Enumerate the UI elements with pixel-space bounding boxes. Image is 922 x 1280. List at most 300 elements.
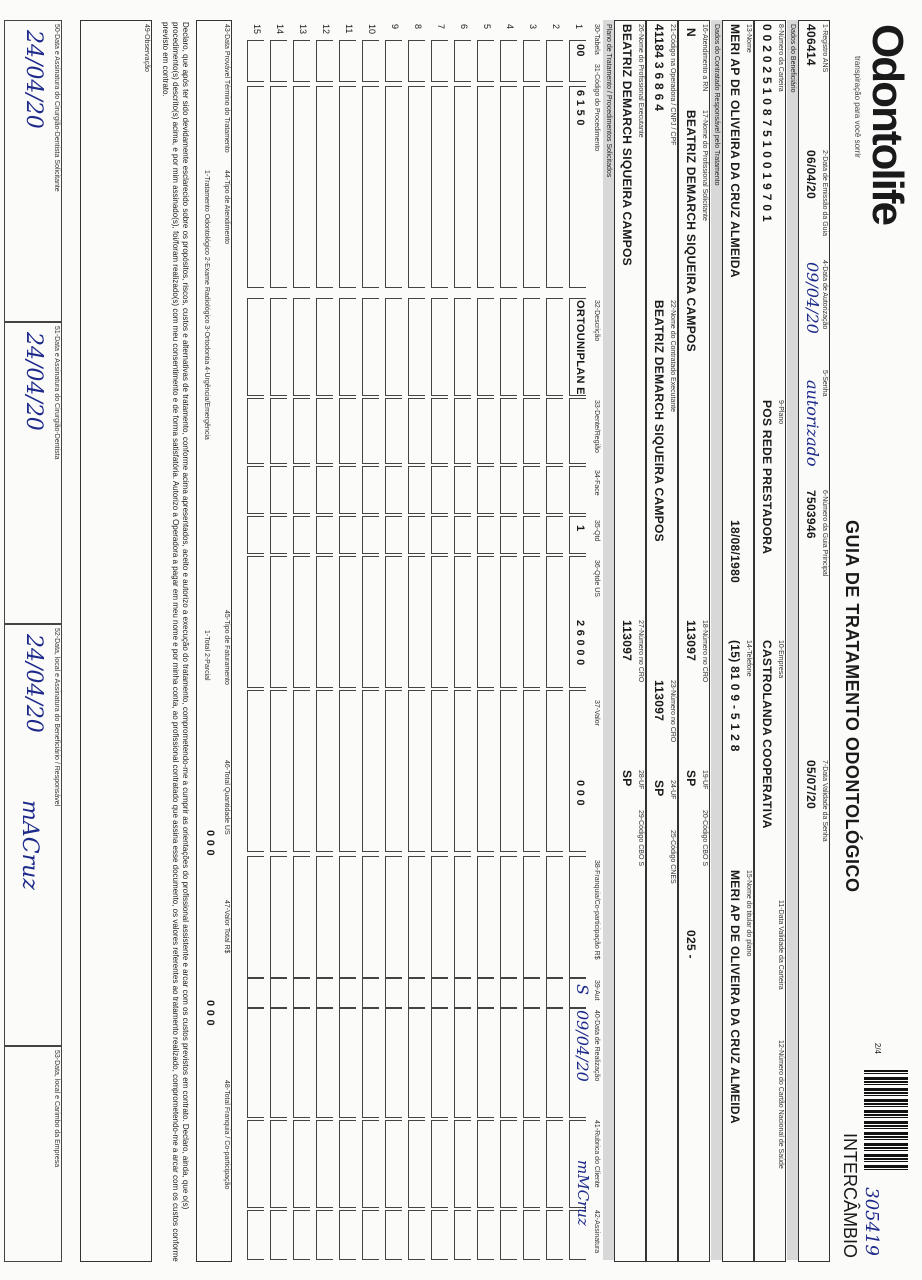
row-cell <box>316 398 333 464</box>
row-cell <box>500 86 517 288</box>
row-cell <box>339 556 356 688</box>
uf-prof-label: 28-UF <box>637 770 644 790</box>
col-qtd: 35-Qtd <box>593 520 600 542</box>
contratado-executante-value: BEATRIZ DEMARCH SIQUEIRA CAMPOS <box>652 300 666 542</box>
row-cell <box>316 516 333 554</box>
row-cell <box>339 516 356 554</box>
sig3-label: 52-Data, local e Assinatura do Beneficiário / Responsável <box>53 628 60 807</box>
row-cell <box>477 690 494 852</box>
row-cell <box>385 86 402 288</box>
row-cell <box>293 690 310 852</box>
row-number: 12 <box>321 24 331 35</box>
table-row <box>521 20 544 1260</box>
row-cell <box>270 556 287 688</box>
row-cell <box>523 466 540 514</box>
prof-executante-value: BEATRIZ DEMARCH SIQUEIRA CAMPOS <box>620 24 634 266</box>
cro-solicitante-label: 18-Número no CRO <box>701 620 708 683</box>
empresa-label: 10-Empresa <box>777 640 784 679</box>
row1-valor: 0 0 0 <box>574 780 586 806</box>
row-cell <box>339 466 356 514</box>
row1-tabela: 00 <box>574 44 586 57</box>
titular-label: 15-Nome do titular do plano <box>745 870 752 957</box>
row-cell <box>431 40 448 82</box>
row-cell <box>431 86 448 288</box>
table-row <box>429 20 452 1260</box>
row-cell <box>270 856 287 978</box>
row-cell <box>454 298 471 396</box>
row-cell <box>362 1120 379 1208</box>
table-row <box>291 20 314 1260</box>
row-number: 8 <box>413 24 423 30</box>
valor-total-value: 0 0 0 <box>204 1000 216 1026</box>
row-cell <box>477 556 494 688</box>
row-cell <box>316 298 333 396</box>
telefone-value: (15) 81 0 9 - 5 1 2 8 <box>728 640 742 752</box>
row1-data: 09/04/20 <box>573 1010 592 1082</box>
row-cell <box>293 1210 310 1260</box>
uf-solicitante-value: SP <box>684 770 698 787</box>
row-cell <box>477 86 494 288</box>
sig3-name: mACruz <box>17 800 42 890</box>
row-cell <box>431 298 448 396</box>
row-cell <box>477 398 494 464</box>
row-cell <box>385 1120 402 1208</box>
tipo-faturamento-label: 45-Tipo de Faturamento <box>223 610 230 685</box>
row-cell <box>546 556 563 688</box>
row-cell <box>339 856 356 978</box>
row-cell <box>408 556 425 688</box>
row-cell <box>247 86 264 288</box>
row-executor <box>646 20 678 1262</box>
row-cell <box>408 516 425 554</box>
tipo-faturamento-options: 1-Total 2-Parcial <box>203 630 210 681</box>
solicitante-value: BEATRIZ DEMARCH SIQUEIRA CAMPOS <box>684 110 698 352</box>
cbo-solicitante-value: 025 - <box>684 930 698 959</box>
row-cell <box>546 298 563 396</box>
row-cell <box>431 556 448 688</box>
row-cell <box>500 1008 517 1118</box>
row-cell <box>408 398 425 464</box>
codigo-operadora-label: 21-Código na Operadora / CNPJ / CPF <box>669 24 676 146</box>
page-title: GUIA DE TRATAMENTO ODONTOLÓGICO <box>842 520 862 893</box>
row-cell <box>362 856 379 978</box>
row-cell <box>477 40 494 82</box>
uf-prof-value: SP <box>620 770 634 787</box>
col-assinatura: 42-Assinatura <box>593 1210 600 1254</box>
row-cell <box>500 398 517 464</box>
senha-value: autorizado <box>803 380 822 467</box>
row-cell <box>477 298 494 396</box>
validade-carteira-label: 11-Data Validade da Carteira <box>777 900 784 990</box>
carteira-label: 8-Número da Carteira <box>777 24 784 92</box>
row-cell <box>408 856 425 978</box>
titular-value: MERI AP DE OLIVEIRA DA CRUZ ALMEIDA <box>728 870 742 1124</box>
row-cell <box>385 466 402 514</box>
row-cell <box>385 690 402 852</box>
row1-aut: S <box>573 984 592 995</box>
row-cell <box>546 86 563 288</box>
empresa-value: CASTROLANDA COOPERATIVA <box>760 640 774 829</box>
intercambio-label: INTERCÂMBIO <box>840 1132 860 1258</box>
total-us-label: 46-Total Quantidade US <box>223 760 230 835</box>
row-cell <box>293 298 310 396</box>
row-cell <box>385 398 402 464</box>
table-row <box>314 20 337 1260</box>
table-row <box>383 20 406 1260</box>
registro-ans-label: 1-Registro ANS <box>821 24 828 73</box>
row-cell <box>385 1210 402 1260</box>
row1-qtd: 1 <box>574 525 586 532</box>
row-number: 7 <box>436 24 446 30</box>
row1-rubrica: mMCruz <box>574 1160 592 1226</box>
row-number: 13 <box>298 24 308 35</box>
row-cell <box>339 1120 356 1208</box>
row-cell <box>316 690 333 852</box>
row-cell <box>270 690 287 852</box>
row-number: 15 <box>252 24 262 35</box>
row-cell <box>362 298 379 396</box>
row-cell <box>247 978 264 1008</box>
row-cell <box>431 398 448 464</box>
cro-solicitante-value: 113097 <box>684 620 698 662</box>
row-cell <box>362 978 379 1008</box>
row-cell <box>247 1120 264 1208</box>
row-number: 4 <box>505 24 515 30</box>
col-aut: 39-Aut <box>593 980 600 1001</box>
declaration-text: Declaro, que após ter sido devidamente esclarecido sobre os propósitos, riscos, custos e alternativas de tratamento, conforme acima apresentados, aceito e autorizo a execução do tratamento, comprometendo-me a cumprir as orientações do profissional assistente e arcar com os custos previstos em contrato. Declaro, ainda, que o(s) procedimento(s) descrito(s) acima, e por mim assinado(s), foi/foram realizado(s) com meu consentimento e de forma satisfatória. Autorizo a Operadora a pagar em meu nome e por minha conta, ao profissional contratado que assina esse documento, os valores referentes ao tratamento realizado, comprometendo-me a arcar com os custos conforme previsto em contrato. <box>161 22 190 1262</box>
row-cell <box>477 1120 494 1208</box>
row-number: 2 <box>551 24 561 30</box>
row-cell <box>546 1120 563 1208</box>
row-cell <box>408 298 425 396</box>
row-cell <box>270 298 287 396</box>
row-cell <box>546 40 563 82</box>
row-cell <box>247 40 264 82</box>
row-cell <box>523 1210 540 1260</box>
row-cell <box>454 516 471 554</box>
row-cell <box>569 516 586 554</box>
row-cell <box>477 856 494 978</box>
telefone-label: 14-Telefone <box>745 640 752 677</box>
col-franquia: 38-Franquia/Co-participação R$ <box>593 860 600 960</box>
row-cell <box>385 856 402 978</box>
table-row <box>406 20 429 1260</box>
row-cell <box>270 1210 287 1260</box>
sig1-label: 50-Data e Assinatura do Cirurgião-Dentista Solicitante <box>53 24 60 192</box>
table-row <box>498 20 521 1260</box>
sig3-date: 24/04/20 <box>21 634 46 733</box>
row-cell <box>247 556 264 688</box>
valor-total-label: 47-Valor Total R$ <box>223 900 230 954</box>
page-reference: 2/4 <box>873 1042 882 1054</box>
row-cell <box>270 398 287 464</box>
row-cell <box>523 556 540 688</box>
row-cell <box>454 466 471 514</box>
row-cell <box>385 40 402 82</box>
row-cell <box>454 1210 471 1260</box>
row-cell <box>500 1210 517 1260</box>
row-cell <box>454 1008 471 1118</box>
row-cell <box>500 466 517 514</box>
row-cell <box>247 466 264 514</box>
row-cell <box>454 690 471 852</box>
row-cell <box>316 1120 333 1208</box>
row-number: 3 <box>528 24 538 30</box>
row-cell <box>339 398 356 464</box>
row-cell <box>339 690 356 852</box>
table-row <box>337 20 360 1260</box>
row-number: 9 <box>390 24 400 30</box>
row-cell <box>316 466 333 514</box>
row-cell <box>247 1008 264 1118</box>
row-cell <box>408 1008 425 1118</box>
row-cell <box>500 1120 517 1208</box>
row-cell <box>293 978 310 1008</box>
row-cell <box>408 1120 425 1208</box>
senha-label: 5-Senha <box>821 370 828 397</box>
table-row <box>452 20 475 1260</box>
row-cell <box>500 978 517 1008</box>
uf-executante-value: SP <box>652 780 666 797</box>
row-cell <box>247 690 264 852</box>
brand-logo: Odontolife <box>863 24 912 224</box>
row-cell <box>431 1008 448 1118</box>
row-cell <box>316 1210 333 1260</box>
row-cell <box>454 86 471 288</box>
row-cell <box>431 1210 448 1260</box>
guia-principal-value: 7503946 <box>804 490 818 539</box>
row-cell <box>454 556 471 688</box>
sig2-label: 51-Data e Assinatura do Cirurgião-Dentista <box>53 326 60 460</box>
row-cell <box>316 556 333 688</box>
contratado-executante-label: 22-Nome do Contratado Executante <box>669 300 676 413</box>
validade-senha-value: 05/07/20 <box>804 760 818 810</box>
data-autorizacao-label: 4-Data de Autorização <box>821 260 828 330</box>
row-cell <box>316 86 333 288</box>
row-cell <box>247 516 264 554</box>
cro-executante-label: 23-Número no CRO <box>669 680 676 743</box>
cnes-label: 25-Código CNES <box>669 830 676 884</box>
cro-prof-value: 113097 <box>620 620 634 662</box>
beneficiary-section: Dados do Beneficiário <box>787 20 798 1260</box>
row-cell <box>339 86 356 288</box>
col-codigo: 31-Código do Procedimento <box>593 64 600 152</box>
row-number: 14 <box>275 24 285 35</box>
table-row <box>360 20 383 1260</box>
plano-label: 9-Plano <box>777 400 784 425</box>
row-cell <box>293 556 310 688</box>
row-cell <box>477 466 494 514</box>
nome-label: 13-Nome <box>745 24 752 53</box>
row1-qtde-us: 2 6 0 0 0 <box>574 620 586 666</box>
plano-value: POS REDE PRESTADORA <box>760 400 774 555</box>
termino-label: 43-Data Provável Término do Tratamento <box>223 24 230 153</box>
contractor-section: Dados do Contratado Responsável pelo Tratamento <box>711 20 722 1260</box>
barcode-icon <box>864 1070 908 1170</box>
col-valor: 37-Valor <box>593 700 600 726</box>
row-cell <box>385 556 402 688</box>
col-data: 40-Data de Realização <box>593 1010 600 1082</box>
total-us-value: 0 0 0 <box>204 830 216 856</box>
row-cell <box>362 1008 379 1118</box>
row1-codigo: 6 1 5 0 <box>574 90 586 126</box>
col-qtde-us: 36-Qtde US <box>593 560 600 597</box>
row-number: 6 <box>459 24 469 30</box>
row-cell <box>569 690 586 852</box>
row-cell <box>385 1008 402 1118</box>
row-cell <box>362 40 379 82</box>
col-rubrica: 41-Rubrica do Cliente <box>593 1120 600 1188</box>
prof-executante-label: 26-Nome do Profissional Executante <box>637 24 644 138</box>
row-cell <box>546 516 563 554</box>
row-cell <box>523 1008 540 1118</box>
row-cell <box>431 978 448 1008</box>
row-cell <box>454 40 471 82</box>
nome-value: MERI AP DE OLIVEIRA DA CRUZ ALMEIDA <box>728 24 742 278</box>
row-cell <box>569 398 586 464</box>
sig4-label: 53-Data, local e Carimbo da Empresa <box>53 1050 60 1168</box>
rn-value: N <box>684 28 698 37</box>
cbo-solicitante-label: 20-Código CBO S <box>701 810 708 867</box>
col-face: 34-Face <box>593 470 600 496</box>
row-cell <box>523 1120 540 1208</box>
table-row <box>268 20 291 1260</box>
row-cell <box>523 40 540 82</box>
row-cell <box>362 516 379 554</box>
row-cell <box>546 978 563 1008</box>
row-cell <box>293 398 310 464</box>
row-cell <box>385 516 402 554</box>
franquia-total-label: 48-Total Franquia / Co-participação <box>223 1080 230 1190</box>
row-cell <box>339 40 356 82</box>
data-autorizacao-value: 09/04/20 <box>803 262 822 334</box>
row-cell <box>270 1008 287 1118</box>
row-cell <box>362 690 379 852</box>
nascimento-value: 18/08/1980 <box>728 520 742 584</box>
row-cell <box>546 1008 563 1118</box>
row1-descricao: ORTOUNIPLAN E <box>574 300 586 395</box>
row-cell <box>247 1210 264 1260</box>
row-cell <box>293 856 310 978</box>
brand-tagline: transpiração para você sorrir <box>853 56 862 158</box>
row-cell <box>362 1210 379 1260</box>
row-cell <box>339 1210 356 1260</box>
row-cell <box>546 856 563 978</box>
row-cell <box>523 856 540 978</box>
row-number: 1 <box>574 24 584 30</box>
row-cell <box>546 690 563 852</box>
codigo-operadora-value: 41184 3 6 8 6 4 <box>652 24 666 112</box>
row-cell <box>477 516 494 554</box>
row-cell <box>523 298 540 396</box>
row-cell <box>431 1120 448 1208</box>
cns-label: 12-Número do Cartão Nacional de Saúde <box>777 1040 784 1169</box>
row-cell <box>569 466 586 514</box>
tipo-atendimento-options: 1-Tratamento Odontológico 2-Exame Radiológico 3-Ortodontia 4-Urgência/Emergência <box>203 170 210 440</box>
carteira-value: 0 0 2 0 2 5 1 0 8 7 5 1 0 0 1 9 7 0 1 <box>760 24 774 222</box>
row-cell <box>293 86 310 288</box>
ticket-number: 305419 <box>861 1187 882 1256</box>
row-cell <box>408 86 425 288</box>
row-cell <box>431 856 448 978</box>
row-cell <box>408 978 425 1008</box>
row-cell <box>500 40 517 82</box>
row-cell <box>408 1210 425 1260</box>
observation-box <box>80 20 152 1262</box>
row-cell <box>316 856 333 978</box>
row-cell <box>408 466 425 514</box>
row-cell <box>477 1008 494 1118</box>
row-cell <box>316 1008 333 1118</box>
procedures-section: Plano de Tratamento / Procedimentos Solicitados <box>603 20 614 1260</box>
row-cell <box>293 1008 310 1118</box>
col-dente: 33-Dente/Região <box>593 400 600 453</box>
row-cell <box>569 856 586 978</box>
row-cell <box>500 298 517 396</box>
table-row <box>544 20 567 1260</box>
row-cell <box>293 466 310 514</box>
row-cell <box>247 298 264 396</box>
validade-senha-label: 7-Data Validade da Senha <box>821 760 828 842</box>
row-cell <box>431 690 448 852</box>
row-cell <box>454 856 471 978</box>
data-emissao-value: 06/04/20 <box>804 150 818 200</box>
row-number: 5 <box>482 24 492 30</box>
row-cell <box>454 398 471 464</box>
row-cell <box>362 466 379 514</box>
row-cell <box>523 690 540 852</box>
cro-prof-label: 27-Número no CRO <box>637 620 644 683</box>
cro-executante-value: 113097 <box>652 680 666 722</box>
row-cell <box>316 978 333 1008</box>
row-cell <box>270 466 287 514</box>
row-cell <box>247 398 264 464</box>
row-cell <box>339 978 356 1008</box>
cbo-executante-label: 29-Código CBO S <box>637 810 644 867</box>
row-cell <box>477 978 494 1008</box>
row-cell <box>500 856 517 978</box>
registro-ans-value: 406414 <box>804 24 818 66</box>
row-cell <box>431 466 448 514</box>
row-cell <box>523 86 540 288</box>
observacao-label: 49-Observação <box>143 24 150 72</box>
row-cell <box>385 298 402 396</box>
row-number: 10 <box>367 24 377 35</box>
uf-solicitante-label: 19-UF <box>701 770 708 790</box>
sig2-date: 24/04/20 <box>21 332 46 431</box>
row-cell <box>546 398 563 464</box>
row-cell <box>293 40 310 82</box>
row-cell <box>385 978 402 1008</box>
row-cell <box>431 516 448 554</box>
row-cell <box>454 1120 471 1208</box>
row-cell <box>316 40 333 82</box>
row-cell <box>362 86 379 288</box>
uf-executante-label: 24-UF <box>669 780 676 800</box>
row-cell <box>362 398 379 464</box>
row-cell <box>270 40 287 82</box>
sig1-date: 24/04/20 <box>21 30 46 129</box>
row-cell <box>270 86 287 288</box>
row-cell <box>500 556 517 688</box>
row-cell <box>500 690 517 852</box>
tipo-atendimento-label: 44-Tipo de Atendimento <box>223 170 230 245</box>
row-cell <box>270 516 287 554</box>
row-cell <box>500 516 517 554</box>
row-cell <box>546 466 563 514</box>
col-tabela: 30-Tabela <box>593 24 600 55</box>
row-cell <box>362 556 379 688</box>
